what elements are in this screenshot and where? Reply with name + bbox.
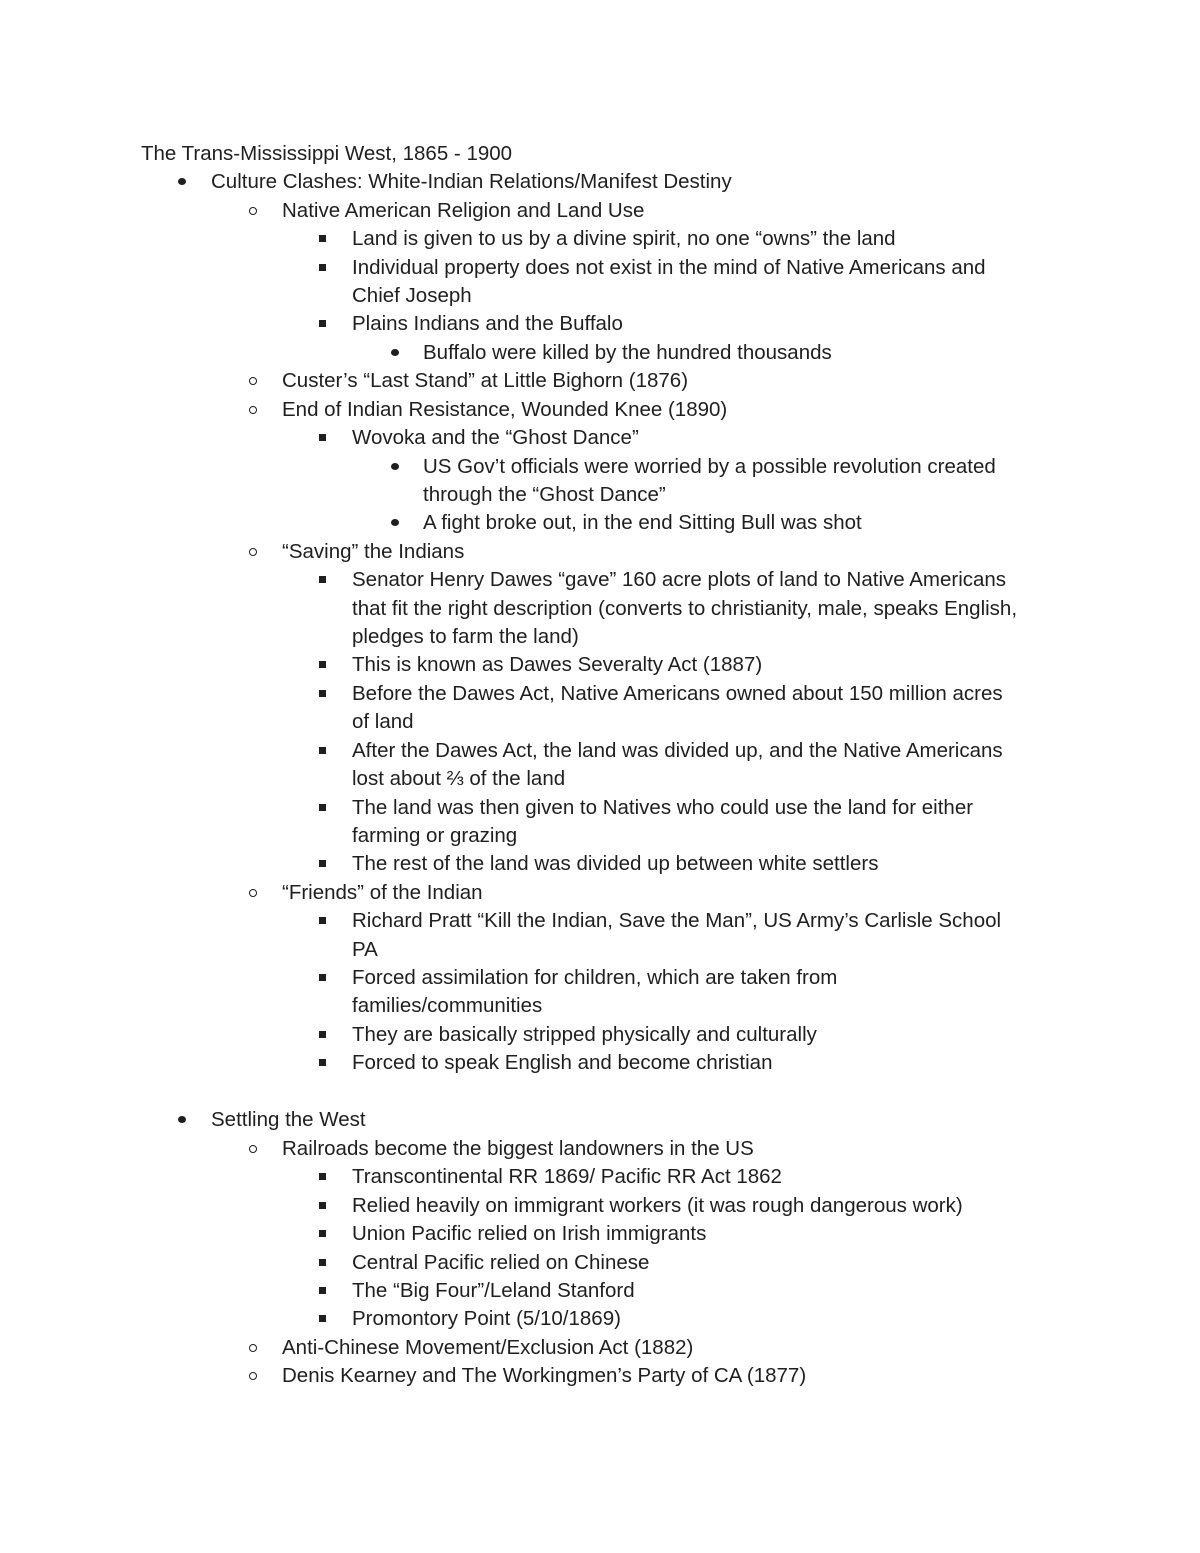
list-item-text: Custer’s “Last Stand” at Little Bighorn (1876) — [282, 369, 689, 392]
list-item-text: This is known as Dawes Severalty Act (1887) — [352, 653, 763, 676]
circle-bullet-icon — [249, 406, 257, 414]
list-item-text: The rest of the land was divided up between white settlers — [352, 852, 879, 875]
square-bullet-icon — [319, 1173, 326, 1180]
list-item-text: Forced assimilation for children, which are taken from — [352, 966, 838, 989]
list-item-text: Promontory Point (5/10/1869) — [352, 1307, 621, 1330]
list-item-text: Culture Clashes: White-Indian Relations/Manifest Destiny — [211, 170, 732, 193]
list-item-text: “Friends” of the Indian — [282, 881, 483, 904]
list-item-text: A fight broke out, in the end Sitting Bull was shot — [423, 511, 862, 534]
circle-bullet-icon — [249, 548, 257, 556]
document-title: The Trans-Mississippi West, 1865 - 1900 — [141, 142, 513, 165]
square-bullet-icon — [319, 917, 326, 924]
list-item-text: End of Indian Resistance, Wounded Knee (1890) — [282, 398, 728, 421]
list-item-text: Chief Joseph — [352, 284, 472, 307]
disc-bullet-icon — [391, 519, 399, 526]
square-bullet-icon — [319, 434, 326, 441]
square-bullet-icon — [319, 576, 326, 583]
square-bullet-icon — [319, 1202, 326, 1209]
list-item-text: farming or grazing — [352, 824, 518, 847]
square-bullet-icon — [319, 1259, 326, 1266]
list-item-text: They are basically stripped physically and culturally — [352, 1023, 817, 1046]
disc-bullet-icon — [178, 178, 186, 185]
square-bullet-icon — [319, 1059, 326, 1066]
list-item-text: Buffalo were killed by the hundred thousands — [423, 341, 832, 364]
list-item-text: Senator Henry Dawes “gave” 160 acre plots of land to Native Americans — [352, 568, 1007, 591]
square-bullet-icon — [319, 860, 326, 867]
circle-bullet-icon — [249, 207, 257, 215]
square-bullet-icon — [319, 661, 326, 668]
square-bullet-icon — [319, 974, 326, 981]
list-item-text: After the Dawes Act, the land was divided up, and the Native Americans — [352, 739, 1003, 762]
list-item-text: Before the Dawes Act, Native Americans owned about 150 million acres — [352, 682, 1003, 705]
list-item-text: PA — [352, 938, 378, 961]
list-item-text: “Saving” the Indians — [282, 540, 465, 563]
list-item-text: that fit the right description (converts to christianity, male, speaks English, — [352, 597, 1018, 620]
list-item-text: through the “Ghost Dance” — [423, 483, 666, 506]
square-bullet-icon — [319, 747, 326, 754]
list-item-text: pledges to farm the land) — [352, 625, 579, 648]
list-item-text: Relied heavily on immigrant workers (it was rough dangerous work) — [352, 1194, 963, 1217]
list-item-text: The land was then given to Natives who could use the land for either — [352, 796, 974, 819]
list-item-text: Plains Indians and the Buffalo — [352, 312, 623, 335]
disc-bullet-icon — [178, 1116, 186, 1123]
list-item-text: The “Big Four”/Leland Stanford — [352, 1279, 635, 1302]
list-item-text: Settling the West — [211, 1108, 366, 1131]
circle-bullet-icon — [249, 889, 257, 897]
list-item-text: US Gov’t officials were worried by a possible revolution created — [423, 455, 996, 478]
list-item-text: Denis Kearney and The Workingmen’s Party of CA (1877) — [282, 1364, 807, 1387]
list-item-text: Wovoka and the “Ghost Dance” — [352, 426, 639, 449]
square-bullet-icon — [319, 804, 326, 811]
disc-bullet-icon — [391, 349, 399, 356]
list-item-text: Native American Religion and Land Use — [282, 199, 645, 222]
square-bullet-icon — [319, 1230, 326, 1237]
list-item-text: Union Pacific relied on Irish immigrants — [352, 1222, 707, 1245]
list-item-text: Individual property does not exist in the mind of Native Americans and — [352, 256, 986, 279]
square-bullet-icon — [319, 264, 326, 271]
circle-bullet-icon — [249, 377, 257, 385]
square-bullet-icon — [319, 320, 326, 327]
square-bullet-icon — [319, 235, 326, 242]
list-item-text: Forced to speak English and become christian — [352, 1051, 773, 1074]
circle-bullet-icon — [249, 1372, 257, 1380]
circle-bullet-icon — [249, 1145, 257, 1153]
list-item-text: lost about ⅔ of the land — [352, 767, 566, 790]
list-item-text: Richard Pratt “Kill the Indian, Save the Man”, US Army’s Carlisle School — [352, 909, 1002, 932]
square-bullet-icon — [319, 1315, 326, 1322]
square-bullet-icon — [319, 690, 326, 697]
list-item-text: Railroads become the biggest landowners in the US — [282, 1137, 754, 1160]
square-bullet-icon — [319, 1287, 326, 1294]
list-item-text: Central Pacific relied on Chinese — [352, 1251, 650, 1274]
list-item-text: Land is given to us by a divine spirit, no one “owns” the land — [352, 227, 896, 250]
disc-bullet-icon — [391, 463, 399, 470]
list-item-text: of land — [352, 710, 414, 733]
square-bullet-icon — [319, 1031, 326, 1038]
list-item-text: Transcontinental RR 1869/ Pacific RR Act 1862 — [352, 1165, 782, 1188]
list-item-text: families/communities — [352, 994, 543, 1017]
list-item-text: Anti-Chinese Movement/Exclusion Act (1882) — [282, 1336, 694, 1359]
circle-bullet-icon — [249, 1344, 257, 1352]
